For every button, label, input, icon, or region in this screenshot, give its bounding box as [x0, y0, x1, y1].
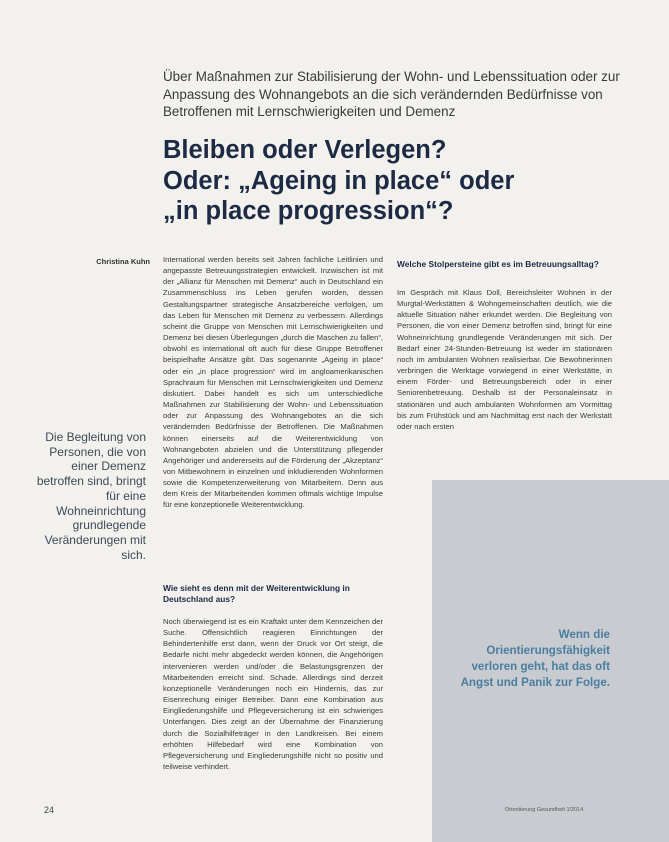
subheading-1: Wie sieht es denn mit der Weiterentwicklung in Deutschland aus? — [163, 583, 350, 604]
title-line-2: Oder: „Ageing in place“ oder — [163, 166, 515, 195]
author-name: Christina Kuhn — [96, 257, 150, 266]
title-line-3: „in place progression“? — [163, 197, 454, 225]
body-column-2: Im Gespräch mit Klaus Doll, Bereichsleiter Wohnen in der Murgtal-Werkstätten & Wohngemeinschaften deutlich, wie die aktuelle Situation näher erkundet werden. Die Begleitung von Personen, die von einer Demenz betroffen sind, bringt für eine Wohneinrichtung grundlegende Veränderungen mit sich. Der Bedarf einer 24-Stunden-Betreuung ist weder im stationären noch im ambulanten Wohnen realisierbar. Die Bewohnerinnen verbringen die Werktage vorwiegend in einer Werkstätte, in einem Förder- und Betreuungsbereich oder in einer Seniorenbetreuung. Deshalb ist der Personaleinsatz in stationären und auch ambulanten Wohnformen am Vormittag bis zum Frühstück und am Nachmittag erst nach der Werkstatt oder nach ersten — [397, 288, 612, 431]
body-column-1: International werden bereits seit Jahren fachliche Leitlinien und angepasste Betreuungsstrategien entwickelt. Inzwischen ist mit der „Allianz für Menschen mit Demenz“ auch in Deutschland ein Zusammenschluss ins Leben gerufen worden, dessen Gestaltungspartner strategische Ansatzbereiche verfolgen, um das Leben für Menschen mit Demenz zu verbessern. Allerdings scheint die Gruppe von Menschen mit Lernschwierigkeiten und Demenz bei diesen Überlegungen „durch die Maschen zu fallen“, obwohl es international oft auch für diese Gruppe Betroffener beispielhafte Ansätze gibt. Das sogenannte „Ageing in place“ oder ein „in place progression“ wird im angloamerikanischen Sprachraum für Menschen mit Lernschwierigkeiten und Demenz diskutiert. Dabei handelt es sich um unterschiedliche Maßnahmen zur Stabilisierung der Wohn- und Lebenssituation oder zur Anpassung des Wohnangebotes an die sich verändernden Bedürfnisse der Betroffenen. Die Maßnahmen können einerseits auf die Weiterentwicklung von Wohnangeboten abzielen und die Unterstützung pflegender Angehöriger und andererseits auf die Förderung der „Akzeptanz“ von Mitbewohnern in einzelnen und inkludierenden Wohnformen sowie die Kompetenzerweiterung von Mitarbeitern. Denn aus dem Kreis der Mitarbeitenden kommen oftmals wichtige Impulse für eine konzeptionelle Weiterentwicklung. — [163, 255, 383, 510]
page-number: 24 — [44, 805, 55, 815]
article-title — [163, 135, 643, 227]
subheading-2: Welche Stolpersteine gibt es im Betreuungsalltag? — [397, 259, 599, 269]
body-column-1-continued: Noch überwiegend ist es ein Kraftakt unter dem Kennzeichen der Suche. Offensichtlich reagieren Einrichtungen der Behindertenhilfe erst dann, wenn der Druck vor Ort steigt, die Bedarfe nicht mehr abgedeckt werden können, die Angehörigen intervenieren werden und/oder die Belastungsgrenzen der Mitarbeitenden erreicht sind. Schade. Allerdings sind derzeit konzeptionelle Veränderungen noch ein Hindernis, das zur Eisenrechung einiger Betreiber. Dann eine Kombination aus Eingliederungshilfe und Pflegeversicherung ist ein schwieriges Unterfangen. Dies zeigt an der Übernahme der Finanzierung durch die Sozialhilfeträger in den Landkreisen. Bei einem erhöhten Hilfebedarf wird eine Kombination von Pflegeversicherung und Eingliederungshilfe nicht so positiv und teilweise verhindert. — [163, 617, 383, 772]
title-line-1: Bleiben oder Verlegen? — [163, 136, 447, 164]
pull-quote-left: Die Begleitung von Personen, die von einer Demenz betroffen sind, bringt für eine Wohneinrichtung grundlegende Veränderungen mit sich. — [36, 430, 146, 562]
footer-reference: Orientierung Gesundheit 1/2014 — [505, 807, 584, 813]
intro-text: Über Maßnahmen zur Stabilisierung der Wohn- und Lebenssituation oder zur Anpassung des Wohnangebots an die sich verändernden Bedürfnisse von Betroffenen mit Lernschwierigkeiten und Demenz — [163, 69, 620, 119]
pull-quote-box: Wenn die Orientierungsfähigkeit verloren geht, hat das oft Angst und Panik zur Folge. — [460, 628, 610, 689]
